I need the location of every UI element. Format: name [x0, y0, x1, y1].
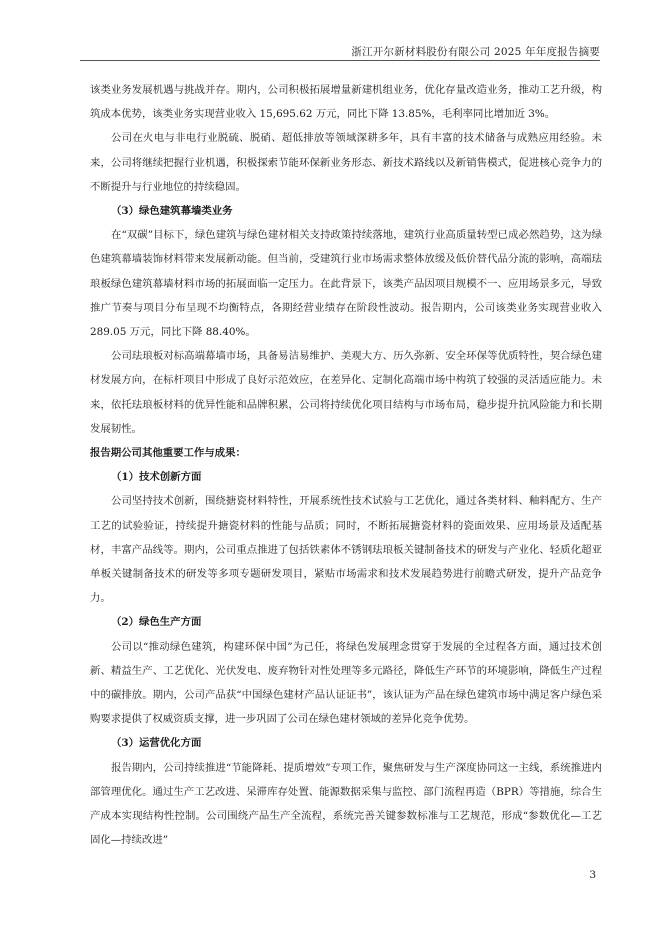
header-title: 浙江开尔新材料股份有限公司 2025 年年度报告摘要	[351, 46, 600, 58]
paragraph-gas-outlook: 公司在火电与非电行业脱硫、脱硝、超低排放等领域深耕多年，具有丰富的技术储备与成熟应用经验。未来，公司将继续把握行业机遇，积极探索节能环保新业务形态、新技术路线以及新销售模式，促进核心竞争力的不断提升与行业地位的持续稳固。	[90, 132, 602, 193]
paragraph-enamel-panel-outlook: 公司珐琅板对标高端幕墙市场，具备易洁易维护、美观大方、历久弥新、安全环保等优质特性，契合绿色建材发展方向，在标杆项目中形成了良好示范效应，在差异化、定制化高端市场中构筑了较强的灵活适应能力。未来，依托珐琅板材料的优异性能和品牌积累，公司将持续优化项目结构与市场布局，稳步提升抗风险能力和长期发展韧性。	[90, 350, 602, 435]
paragraph-operations: 报告期内，公司持续推进“节能降耗、提质增效”专项工作，聚焦研发与生产深度协同这一主线，系统推进内部管理优化。通过生产工艺改进、呆滞库存处置、能源数据采集与监控、部门流程再造（BPR）等措施，综合生产成本实现结构性控制。公司围绕产品生产全流程，系统完善关键参数标准与工艺规范，形成“参数优化—工艺固化—持续改进”	[90, 761, 602, 847]
paragraph-tech-innovation: 公司坚持技术创新，围绕搪瓷材料特性，开展系统性技术试验与工艺优化，通过各类材料、釉料配方、生产工艺的试验验证，持续提升搪瓷材料的性能与品质；同时，不断拓展搪瓷材料的瓷面效果、应用场景及适配基材，丰富产品线等。期内，公司重点推进了包括铁素体不锈钢珐琅板关键制备技术的研发与产业化、轻质化超亚单板关键制备技术的研发等多项专题研发项目，紧贴市场需求和技术发展趋势进行前瞻式研发，提升产品竞争力。	[90, 495, 602, 605]
heading-green-production: （2）绿色生产方面	[111, 616, 202, 629]
paragraph-gas-business-summary: 该类业务发展机遇与挑战并存。期内，公司积极拓展增量新建机组业务，优化存量改造业务，推动工艺升级，构筑成本优势，该类业务实现营业收入 15,695.62 万元，同比下降 13.85%，毛利率同比增加近 3%。	[90, 84, 602, 121]
paragraph-green-production: 公司以“推动绿色建筑，构建环保中国”为己任，将绿色发展理念贯穿于发展的全过程各方面，通过技术创新、精益生产、工艺优化、光伏发电、废弃物针对性处理等多元路径，降低生产环节的环境影响，降低生产过程中的碳排放。期内，公司产品获“中国绿色建材产品认证证书”，该认证为产品在绿色建筑市场中满足客户绿色采购要求提供了权威资质支撑，进一步巩固了公司在绿色建材领域的差异化竞争优势。	[90, 640, 602, 726]
heading-tech-innovation: （1）技术创新方面	[111, 471, 202, 484]
page-number: 3	[589, 869, 596, 881]
page-header	[80, 34, 600, 61]
document-body	[90, 78, 602, 853]
heading-other-work: 报告期公司其他重要工作与成果：	[90, 447, 246, 460]
heading-green-curtain-wall: （3）绿色建筑幕墙类业务	[111, 205, 233, 218]
paragraph-curtain-wall-market: 在“双碳”目标下，绿色建筑与绿色建材相关支持政策持续落地，建筑行业高质量转型已成必然趋势，这为绿色建筑幕墙装饰材料带来发展新动能。但当前，受建筑行业市场需求整体放缓及低价替代品分流的影响，高端珐琅板绿色建筑幕墙材料市场的拓展面临一定压力。在此背景下，该类产品因项目规模不一、应用场景多元，导致推广节奏与项目分布呈现不均衡特点，各期经营业绩存在阶段性波动。报告期内，公司该类业务实现营业收入 289.05 万元，同比下降 88.40%。	[90, 229, 602, 339]
heading-operations: （3）运营优化方面	[111, 737, 202, 750]
